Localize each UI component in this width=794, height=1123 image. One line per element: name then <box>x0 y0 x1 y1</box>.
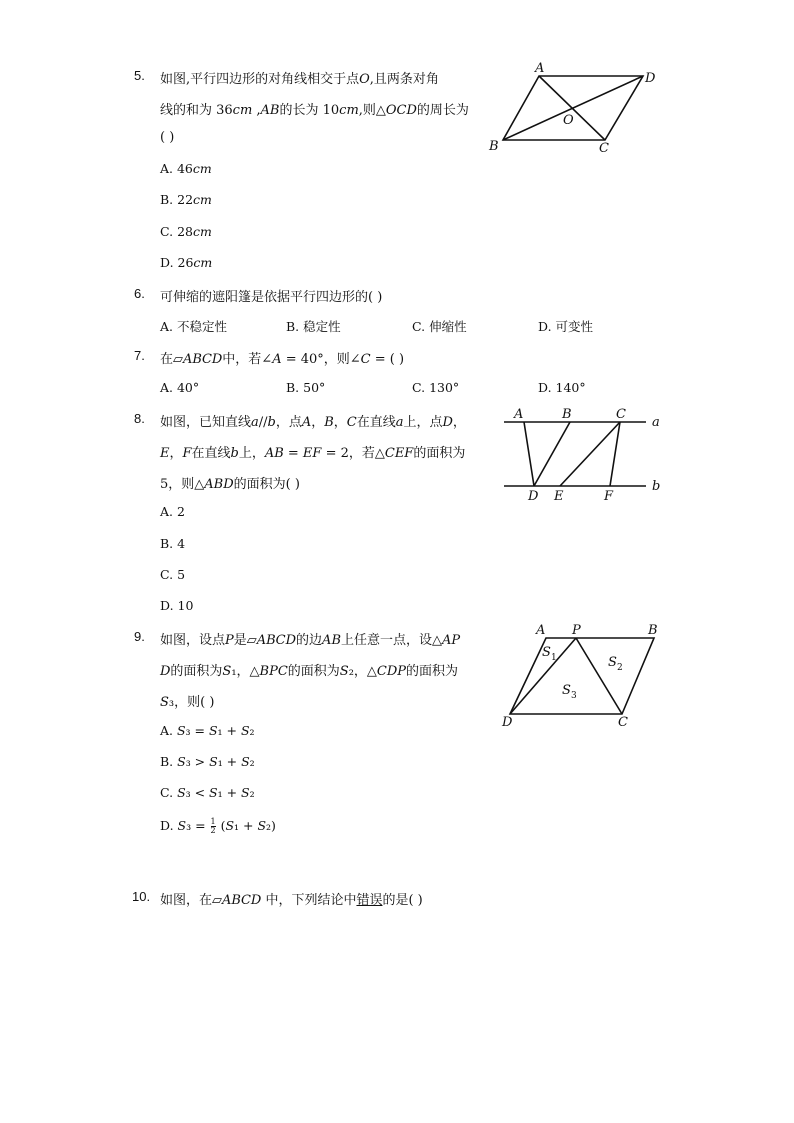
label-s2: S <box>608 655 617 670</box>
option-d[interactable]: D. 可变性 <box>538 319 594 334</box>
question-text-line <box>160 889 423 908</box>
option-d-prefix: D. 𝑆₃ = <box>160 818 206 833</box>
question-number: 6. <box>134 286 145 301</box>
label-d: D <box>528 489 539 504</box>
option-c[interactable]: C. 伸缩性 <box>412 319 467 334</box>
option-c[interactable]: C. 28𝑐𝑚 <box>160 224 212 239</box>
question-text-line: 𝐷的面积为𝑆₁，△𝐵𝑃𝐶的面积为𝑆₂，△𝐶𝐷𝑃的面积为 <box>160 664 459 679</box>
label-c: C <box>599 141 609 156</box>
option-b[interactable]: B. 稳定性 <box>286 319 341 334</box>
option-c[interactable]: C. 𝑆₃ < 𝑆₁ + 𝑆₂ <box>160 785 255 800</box>
question-number: 7. <box>134 348 145 363</box>
question-number: 8. <box>134 411 145 426</box>
label-s3: S <box>562 683 571 698</box>
question-text-line: 可伸缩的遮阳篷是依据平行四边形的( ) <box>160 290 383 305</box>
label-c: C <box>618 715 628 730</box>
label-o: O <box>563 113 574 128</box>
label-b: B <box>562 407 572 422</box>
fraction-numerator: 1 <box>210 817 216 826</box>
label-a: A <box>514 407 524 422</box>
question-number: 10. <box>132 889 151 904</box>
option-b[interactable]: B. 4 <box>160 536 186 551</box>
option-d[interactable] <box>160 818 276 835</box>
question-text-line: 𝐸，𝐹在直线𝑏上，𝐴𝐵 = 𝐸𝐹 = 2，若△𝐶𝐸𝐹的面积为 <box>160 446 466 461</box>
label-line-b: b <box>652 479 661 494</box>
label-s1-sub: 1 <box>551 653 557 663</box>
option-c[interactable]: C. 130° <box>412 380 460 395</box>
label-c: C <box>616 407 626 422</box>
label-s2-sub: 2 <box>617 663 623 673</box>
options-row <box>160 317 664 335</box>
option-a[interactable]: A. 不稳定性 <box>160 319 227 334</box>
question-text-line: 如图，已知直线𝑎//𝑏，点𝐴，𝐵，𝐶在直线𝑎上，点𝐷， <box>160 415 466 430</box>
label-line-a: a <box>652 415 660 430</box>
option-a[interactable]: A. 𝑆₃ = 𝑆₁ + 𝑆₂ <box>160 723 255 738</box>
question-number: 5. <box>134 68 145 83</box>
question-text-line: 5，则△𝐴𝐵𝐷的面积为( ) <box>160 477 300 492</box>
option-a[interactable]: A. 46𝑐𝑚 <box>160 161 212 176</box>
emphasis-underlined: 错误 <box>356 893 383 908</box>
question-text-prefix: 如图，在▱𝐴𝐵𝐶𝐷 中，下列结论中 <box>160 893 357 908</box>
label-s1: S <box>542 645 551 660</box>
label-s3-sub: 3 <box>571 691 577 701</box>
option-a[interactable]: A. 40° <box>160 380 200 395</box>
parallelogram-diagonals-figure <box>485 58 665 158</box>
question-number: 9. <box>134 629 145 644</box>
label-b: B <box>489 139 499 154</box>
option-b[interactable]: B. 𝑆₃ > 𝑆₁ + 𝑆₂ <box>160 754 255 769</box>
label-a: A <box>536 623 546 638</box>
label-e: E <box>554 489 564 504</box>
question-text-line: ( ) <box>160 130 175 145</box>
label-b: B <box>648 623 658 638</box>
fraction <box>211 818 216 835</box>
label-a: A <box>535 61 545 76</box>
option-d-suffix: (𝑆₁ + 𝑆₂) <box>220 818 276 833</box>
question-text-suffix: 的是( ) <box>382 893 423 908</box>
fraction-denominator: 2 <box>210 826 216 835</box>
label-d: D <box>645 71 656 86</box>
label-d: D <box>502 715 513 730</box>
option-c[interactable]: C. 5 <box>160 567 186 582</box>
question-text-line: 在▱𝐴𝐵𝐶𝐷中，若∠𝐴 = 40°，则∠𝐶 = ( ) <box>160 352 405 367</box>
question-text-line: 𝑆₃，则( ) <box>160 695 215 710</box>
label-f: F <box>604 489 614 504</box>
option-b[interactable]: B. 50° <box>286 380 326 395</box>
option-b[interactable]: B. 22𝑐𝑚 <box>160 192 212 207</box>
label-p: P <box>572 623 581 638</box>
parallelogram-triangles-figure <box>498 620 668 732</box>
question-text-line: 如图，设点𝑃是▱𝐴𝐵𝐶𝐷的边𝐴𝐵上任意一点，设△𝐴𝑃 <box>160 633 461 648</box>
option-d[interactable]: D. 10 <box>160 598 194 613</box>
option-d[interactable]: D. 26𝑐𝑚 <box>160 255 213 270</box>
question-text-line: 如图,平行四边形的对角线相交于点𝑂,且两条对角 <box>160 72 439 87</box>
question-text-line: 线的和为 36𝑐𝑚 ,𝐴𝐵的长为 10𝑐𝑚,则△𝑂𝐶𝐷的周长为 <box>160 103 469 118</box>
option-d[interactable]: D. 140° <box>538 380 586 395</box>
option-a[interactable]: A. 2 <box>160 504 185 519</box>
parallel-lines-figure <box>500 402 670 506</box>
options-row <box>160 380 664 395</box>
